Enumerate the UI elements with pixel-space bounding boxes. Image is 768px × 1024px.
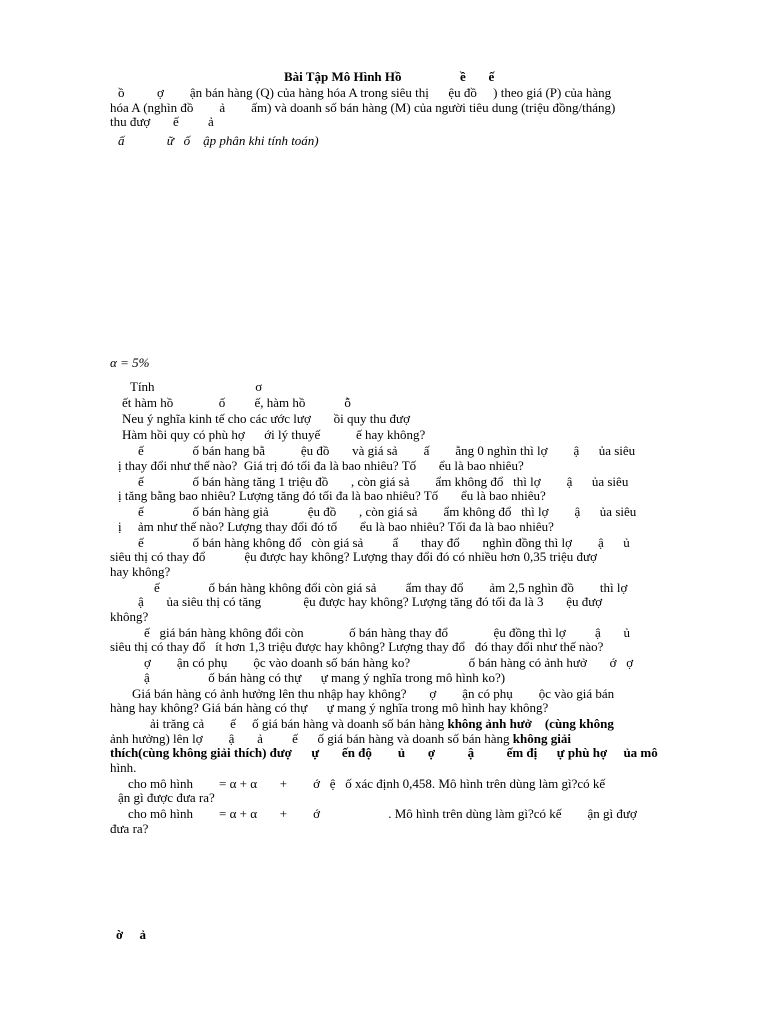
question-line: ận gì được đưa ra? [118,790,215,805]
question-line: hàng hay không? Giá bán hàng có thự ự mang ý nghĩa trong mô hình hay không? [110,700,549,715]
question-item [110,777,713,806]
document-title: Bài Tập Mô Hình Hồ ề ế [284,69,495,84]
question-line: ế ố bán hàng giả ệu đồ , còn giá sả ẩm không đổ thì lợ ậ ủa siêu [138,504,637,519]
question-item [110,475,713,504]
question-item [110,412,713,427]
question-line: cho mô hình = α + α + ớ ệ ố xác định 0,458. Mô hình trên dùng làm gì?có kế [128,775,606,791]
question-line: ế ố bán hang bằ ệu đồ và giá sả ấ ằng 0 nghìn thì lợ ậ ủa siêu [138,443,636,458]
question-line: Hàm hồi quy có phù hợ ới lý thuyế ế hay không? [122,427,426,442]
question-line: cho mô hình = α + α + ớ . Mô hình trên dùng làm gì?có kế ận gì đượ [128,806,637,821]
question-line: ải trăng cả ế ố giá bán hàng và doanh số bán hàng [150,716,448,731]
question-item [110,396,713,411]
question-line: hình. [110,759,137,775]
question-line: ảnh hưởng) lên lợ ậ ả ế ố giá bán hàng và doanh số bán hàng [110,730,513,746]
question-line: ậ ủa siêu thị có tăng ệu được hay không? Lượng tăng đó tối đa là 3 ệu đượ [138,594,603,609]
compute-sigma-line: Tính σ [130,379,263,394]
question-item [110,656,713,685]
question-line: siêu thị có thay đổ ít hơn 1,3 triệu được hay không? Lượng thay đổ đó thay đổi như thế nào? [110,639,604,654]
bold-phrase: không ảnh hưở (cùng không [447,716,614,731]
question-item [110,807,713,836]
question-line: đưa ra? [110,820,149,836]
question-item [110,687,713,716]
question-line: ị ảm như thế nào? Lượng thay đổi đó tố ểu là bao nhiêu? Tối đa là bao nhiêu? [118,518,554,534]
footer-text: ờ ả [116,927,146,942]
question-line: thích(cùng không giải thích) đượ ự ến độ ủ ợ ậ ếm đị ự phù hợ ủa mô [110,745,658,760]
question-line: ế ố bán hàng không đổi còn giá sả ẩm thay đổ ảm 2,5 nghìn đồ thì lợ [154,579,628,595]
question-line: ợ ận có phụ ộc vào doanh số bán hàng ko? ố bán hàng có ảnh hưở ớ ợ [144,655,634,670]
question-line: Neu ý nghĩa kinh tế cho các ước lượ ồi quy thu đượ [122,411,410,426]
significance-level: α = 5% [110,355,150,370]
intro-line: hóa A (nghìn đồ ả ấm) và doanh số bán hàng (M) của người tiêu dung (triệu đồng/tháng) [110,99,616,115]
question-line: ế giá bán hàng không đổi còn ố bán hàng thay đổ ệu đồng thì lợ ậ ủ [144,624,630,640]
question-line: ị thay đổi như thế nào? Giá trị đó tối đa là bao nhiêu? Tố ểu là bao nhiêu? [118,457,524,473]
rounding-note: ấ ữ ố ập phân khi tính toán) [118,133,319,148]
question-item [110,717,713,775]
question-line: ị tăng bằng bao nhiêu? Lượng tăng đó tối đa là bao nhiêu? Tố ểu là bao nhiêu? [118,488,546,503]
question-item [110,536,713,580]
intro-line: ồ ợ ận bán hàng (Q) của hàng hóa A trong siêu thị ệu đồ ) theo giá (P) của hàng [118,85,612,100]
question-line: không? [110,608,149,624]
bold-phrase: không giải [512,730,571,746]
question-line: ế ố bán hàng không đổ còn giá sả ẩ thay đổ nghìn đồng thì lợ ậ ủ [138,534,630,550]
question-line: Giá bán hàng có ảnh hưởng lên thu nhập hay không? ợ ận có phụ ộc vào giá bán [132,685,615,701]
question-item [110,626,713,655]
question-list [110,396,713,838]
question-item [110,444,713,473]
question-line: siêu thị có thay đổ ệu được hay không? Lượng thay đổi đó có nhiều hơn 0,35 triệu đượ [110,549,597,564]
intro-line: thu đượ ế ả [110,114,214,129]
question-item [110,581,713,625]
question-line: hay không? [110,563,171,579]
question-item [110,505,713,534]
intro-paragraph [110,86,713,130]
question-line: ế ố bán hàng tăng 1 triệu đồ , còn giá sả ẩm không đổ thì lợ ậ ủa siêu [138,473,629,489]
question-line: ậ ố bán hàng có thự ự mang ý nghĩa trong mô hình ko?) [144,669,506,685]
question-item [110,428,713,443]
question-line: ết hàm hồ ố ế, hàm hồ ỗ [122,395,351,410]
